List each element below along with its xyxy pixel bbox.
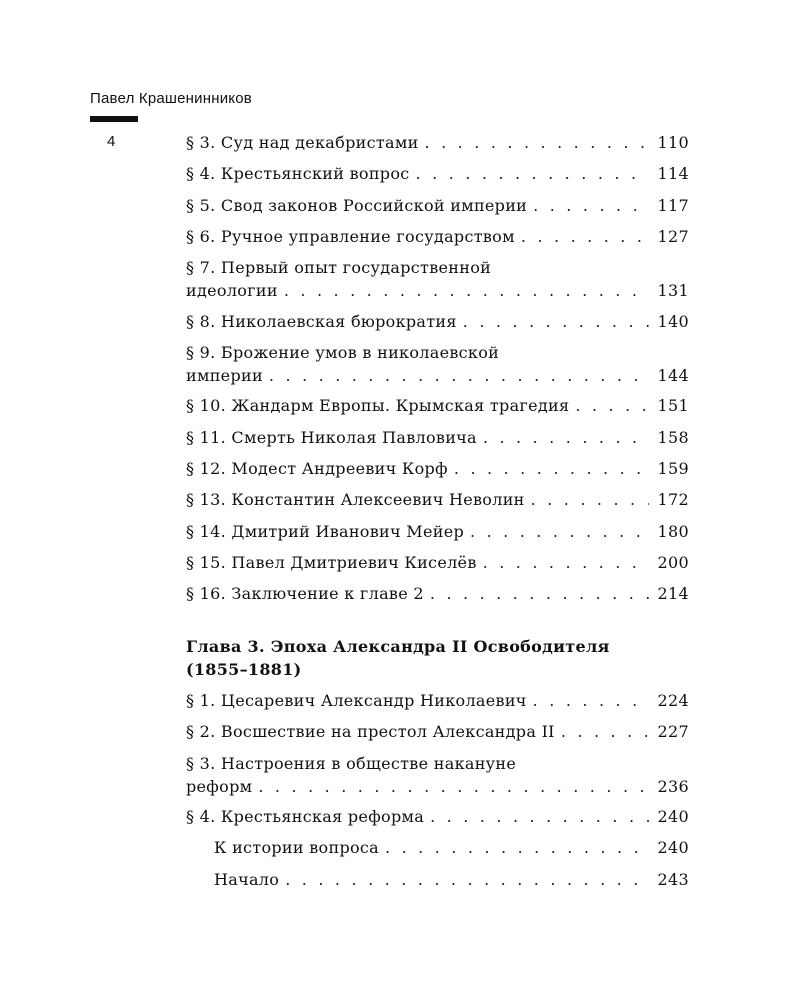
toc-entry-title: § 12. Модест Андреевич Корф xyxy=(186,459,448,478)
toc-subentry xyxy=(214,868,689,891)
toc-leader-dots xyxy=(521,225,649,248)
toc-entry-title: § 2. Восшествие на престол Александра II xyxy=(186,722,555,741)
toc-entry xyxy=(186,520,689,543)
toc-entry-title: § 6. Ручное управление государством xyxy=(186,227,515,246)
toc-entry-page: 227 xyxy=(657,722,689,741)
toc-entry-title: § 15. Павел Дмитриевич Киселёв xyxy=(186,553,477,572)
toc-entry xyxy=(186,310,689,333)
toc-entry-page: 240 xyxy=(657,838,689,857)
toc-entry-title: § 3. Настроения в обществе накануне xyxy=(186,754,517,773)
running-header-author: Павел Крашенинников xyxy=(90,90,252,107)
toc-entry-title-continued: реформ xyxy=(186,777,253,796)
toc-entry-page: 224 xyxy=(657,691,689,710)
toc-leader-dots xyxy=(385,836,649,859)
toc-entry-page: 158 xyxy=(657,428,689,447)
toc-entry xyxy=(186,341,689,387)
toc-entry xyxy=(186,394,689,417)
chapter-heading-dates: (1855–1881) xyxy=(186,660,302,679)
toc-leader-dots xyxy=(416,162,649,185)
toc-entry-title: § 4. Крестьянская реформа xyxy=(186,807,425,826)
toc-leader-dots xyxy=(463,310,649,333)
toc-leader-dots xyxy=(483,426,649,449)
toc-entry-page: 140 xyxy=(657,312,689,331)
chapter-heading xyxy=(186,635,689,681)
toc-entry-title: К истории вопроса xyxy=(214,838,380,857)
toc-entry-page: 180 xyxy=(657,522,689,541)
toc-entry-page: 114 xyxy=(657,164,689,183)
toc-leader-dots xyxy=(258,775,649,798)
toc-entry-page: 159 xyxy=(657,459,689,478)
toc-entry xyxy=(186,225,689,248)
toc-leader-dots xyxy=(425,131,649,154)
toc-entry xyxy=(186,752,689,798)
toc-entry-title: § 10. Жандарм Европы. Крымская трагедия xyxy=(186,396,570,415)
toc-entry-title: § 7. Первый опыт государственной xyxy=(186,258,492,277)
toc-leader-dots xyxy=(531,488,649,511)
toc-leader-dots xyxy=(285,868,649,891)
toc-entry-page: 200 xyxy=(657,553,689,572)
toc-entry-title: § 3. Суд над декабристами xyxy=(186,133,419,152)
toc-entry-title: Начало xyxy=(214,870,280,889)
toc-entry-title: § 1. Цесаревич Александр Николаевич xyxy=(186,691,527,710)
toc-leader-dots xyxy=(454,457,649,480)
toc-entry xyxy=(186,162,689,185)
toc-entry-page: 236 xyxy=(657,777,689,796)
toc-leader-dots xyxy=(575,394,649,417)
toc-entry-page: 131 xyxy=(657,281,689,300)
toc-entry xyxy=(186,689,689,712)
toc-entry xyxy=(186,256,689,302)
toc-leader-dots xyxy=(284,279,649,302)
toc-entry-title: § 11. Смерть Николая Павловича xyxy=(186,428,477,447)
toc-entry-title: § 8. Николаевская бюрократия xyxy=(186,312,457,331)
toc-entry-title: § 9. Брожение умов в николаевской xyxy=(186,343,500,362)
toc-leader-dots xyxy=(430,805,649,828)
toc-leader-dots xyxy=(561,720,649,743)
toc-entry-title: § 5. Свод законов Российской империи xyxy=(186,196,528,215)
toc-entry-page: 117 xyxy=(657,196,689,215)
toc-entry-title-continued: империи xyxy=(186,366,263,385)
toc-entry xyxy=(186,551,689,574)
toc-leader-dots xyxy=(483,551,649,574)
toc-entry-title: § 4. Крестьянский вопрос xyxy=(186,164,410,183)
toc-leader-dots xyxy=(533,689,649,712)
toc-leader-dots xyxy=(470,520,649,543)
toc-entry xyxy=(186,194,689,217)
toc-entry xyxy=(186,720,689,743)
toc-entry xyxy=(186,457,689,480)
toc-entry-page: 240 xyxy=(657,807,689,826)
page-number: 4 xyxy=(107,133,116,150)
chapter-heading-line: Глава 3. Эпоха Александра II Освободителя xyxy=(186,637,610,656)
toc-entry-page: 172 xyxy=(657,490,689,509)
toc-entry-page: 151 xyxy=(657,396,689,415)
toc-subentry xyxy=(214,836,689,859)
toc-leader-dots xyxy=(430,582,649,605)
toc-entry-page: 214 xyxy=(657,584,689,603)
toc-entry-page: 243 xyxy=(657,870,689,889)
toc-entry xyxy=(186,805,689,828)
toc-entry xyxy=(186,582,689,605)
toc-entry-page: 127 xyxy=(657,227,689,246)
toc-entry-title: § 14. Дмитрий Иванович Мейер xyxy=(186,522,465,541)
toc-leader-dots xyxy=(533,194,649,217)
toc-entry xyxy=(186,488,689,511)
toc-entry-title-continued: идеологии xyxy=(186,281,278,300)
header-rule xyxy=(90,116,138,122)
toc-entry-page: 110 xyxy=(657,133,689,152)
toc-entry-page: 144 xyxy=(657,366,689,385)
toc-entry-title: § 16. Заключение к главе 2 xyxy=(186,584,424,603)
toc-leader-dots xyxy=(269,364,649,387)
toc-entry xyxy=(186,426,689,449)
toc-entry-title: § 13. Константин Алексеевич Неволин xyxy=(186,490,525,509)
toc-entry xyxy=(186,131,689,154)
